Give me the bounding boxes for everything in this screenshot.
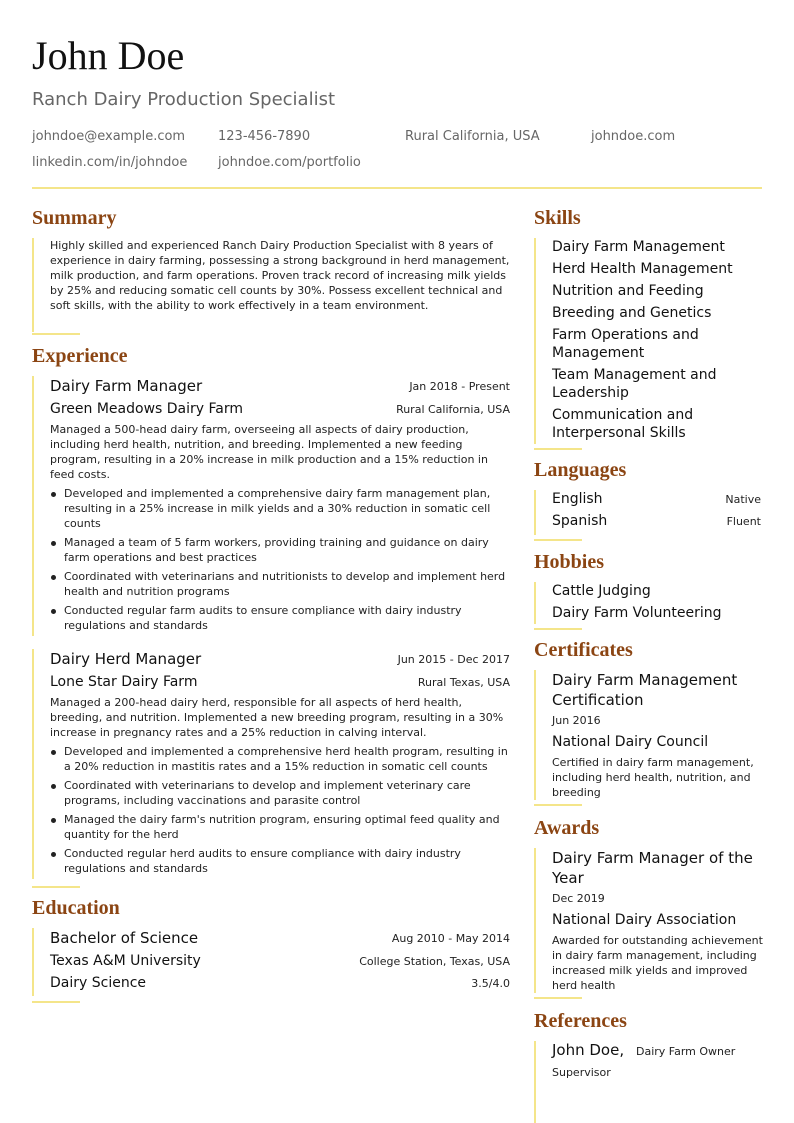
job-bullet: Conducted regular herd audits to ensure compliance with dairy industry regulations and standards xyxy=(50,846,512,876)
job-title: Dairy Herd Manager xyxy=(50,650,202,668)
experience-heading: Experience xyxy=(32,345,128,367)
job-bullet: Coordinated with veterinarians and nutritionists to develop and implement herd health and nutrition programs xyxy=(50,569,512,599)
job-bullet: Coordinated with veterinarians to develop and implement veterinary care programs, including vaccinations and parasite control xyxy=(50,778,512,808)
reference-role: Dairy Farm Owner xyxy=(636,1045,736,1058)
reference-relation: Supervisor xyxy=(552,1066,611,1079)
skill-item: Farm Operations and Management xyxy=(552,327,699,361)
job-dates: Jan 2018 - Present xyxy=(409,380,510,393)
job-company: Lone Star Dairy Farm xyxy=(50,674,198,690)
experience-underline xyxy=(32,886,80,888)
skills-accent-line xyxy=(534,238,536,444)
hobbies-heading: Hobbies xyxy=(534,551,605,573)
award-description: Awarded for outstanding achievement in dairy farm management, including increased milk yields and improved herd health xyxy=(552,934,763,992)
awards-underline xyxy=(534,997,582,999)
job-location: Rural Texas, USA xyxy=(417,676,510,689)
job-company: Green Meadows Dairy Farm xyxy=(50,401,243,417)
contact-portfolio[interactable]: johndoe.com/portfolio xyxy=(218,155,361,170)
job-bullet: Developed and implemented a comprehensive dairy farm management plan, resulting in a 25% increase in milk yields and a 30% reduction in somatic cell counts xyxy=(50,486,512,531)
skill-item: Herd Health Management xyxy=(552,261,733,277)
skills-list xyxy=(552,238,762,442)
job-bullet: Developed and implemented a comprehensive herd health program, resulting in a 20% reduction in mastitis rates and a 15% reduction in somatic cell counts xyxy=(50,744,512,774)
certificate-issuer: National Dairy Council xyxy=(552,734,709,750)
certificates-underline xyxy=(534,804,582,806)
education-accent-line xyxy=(32,928,34,996)
education-underline xyxy=(32,1001,80,1003)
resume-title: Ranch Dairy Production Specialist xyxy=(32,89,336,110)
skill-item: Communication and Interpersonal Skills xyxy=(552,407,694,441)
job-bullet: Managed a team of 5 farm workers, providing training and guidance on dairy farm operations and best practices xyxy=(50,535,512,565)
education-heading: Education xyxy=(32,897,120,919)
contact-website[interactable]: johndoe.com xyxy=(591,129,676,144)
hobbies-accent-line xyxy=(534,582,536,624)
hobby-item: Cattle Judging xyxy=(552,583,651,599)
contact-phone[interactable]: 123-456-7890 xyxy=(218,129,311,144)
experience-accent-line xyxy=(32,376,34,636)
contact-linkedin[interactable]: linkedin.com/in/johndoe xyxy=(32,155,188,170)
contact-email[interactable]: johndoe@example.com xyxy=(32,129,186,144)
references-accent-line xyxy=(534,1041,536,1123)
job-description: Managed a 200-head dairy herd, responsible for all aspects of herd health, breeding, and nutrition. Implemented a new breeding program, resulting in a 30% increase in pregnancy rates and a 25% reduction in calving interval. xyxy=(50,696,504,739)
certificates-accent-line xyxy=(534,670,536,800)
hobbies-underline xyxy=(534,628,582,630)
summary-accent-line xyxy=(32,238,34,332)
skill-item: Dairy Farm Management xyxy=(552,239,725,255)
award-title: Dairy Farm Manager of the Year xyxy=(552,849,753,887)
award-issuer: National Dairy Association xyxy=(552,912,737,928)
education-location: College Station, Texas, USA xyxy=(359,955,510,968)
certificate-description: Certified in dairy farm management, including herd health, nutrition, and breeding xyxy=(552,756,754,799)
language-level: Native xyxy=(725,493,761,506)
job-bullets xyxy=(50,744,512,876)
awards-accent-line xyxy=(534,848,536,993)
job-location: Rural California, USA xyxy=(396,403,510,416)
contact-location: Rural California, USA xyxy=(405,129,540,144)
education-dates: Aug 2010 - May 2014 xyxy=(391,932,510,945)
job-bullets xyxy=(50,486,512,633)
job-description: Managed a 500-head dairy farm, overseeing all aspects of dairy production, including herd health, nutrition, and breeding. Implemented a new feeding program, resulting in a 20% increase in milk production and a 15% reduction in feed costs. xyxy=(50,423,488,481)
skill-item: Team Management and Leadership xyxy=(552,367,717,401)
summary-text: Highly skilled and experienced Ranch Dairy Production Specialist with 8 years of experience in dairy farming, possessing a strong background in herd management, milk production, and farm operations. Proven track record of increasing milk yields by 25% and reducing somatic cell counts by 30%. Possess excellent technical and soft skills, with the ability to work effectively in a team environment. xyxy=(50,239,510,312)
awards-heading: Awards xyxy=(534,817,600,839)
certificates-heading: Certificates xyxy=(534,639,633,661)
languages-heading: Languages xyxy=(534,459,627,481)
language-level: Fluent xyxy=(726,515,761,528)
languages-accent-line xyxy=(534,490,536,535)
summary-underline xyxy=(32,333,80,335)
skills-underline xyxy=(534,448,582,450)
references-heading: References xyxy=(534,1010,627,1032)
education-degree: Bachelor of Science xyxy=(50,929,199,947)
education-gpa: 3.5/4.0 xyxy=(471,977,510,990)
language-name: English xyxy=(552,491,603,507)
certificate-title: Dairy Farm Management Certification xyxy=(552,671,738,709)
resume-name: John Doe xyxy=(32,33,185,78)
header-divider xyxy=(32,187,762,189)
skills-heading: Skills xyxy=(534,207,581,229)
summary-heading: Summary xyxy=(32,207,117,229)
languages-underline xyxy=(534,539,582,541)
job-bullet: Managed the dairy farm's nutrition program, ensuring optimal feed quality and quantity for the herd xyxy=(50,812,512,842)
education-school: Texas A&M University xyxy=(50,953,201,969)
job-title: Dairy Farm Manager xyxy=(50,377,203,395)
certificate-date: Jun 2016 xyxy=(552,714,601,727)
hobby-item: Dairy Farm Volunteering xyxy=(552,605,722,621)
education-field: Dairy Science xyxy=(50,975,147,991)
job-bullet: Conducted regular farm audits to ensure compliance with dairy industry regulations and standards xyxy=(50,603,512,633)
experience-accent-line-2 xyxy=(32,649,34,879)
language-name: Spanish xyxy=(552,513,608,529)
award-date: Dec 2019 xyxy=(552,892,605,905)
job-dates: Jun 2015 - Dec 2017 xyxy=(397,653,510,666)
reference-name: John Doe, xyxy=(552,1041,625,1059)
skill-item: Nutrition and Feeding xyxy=(552,283,704,299)
skill-item: Breeding and Genetics xyxy=(552,305,712,321)
